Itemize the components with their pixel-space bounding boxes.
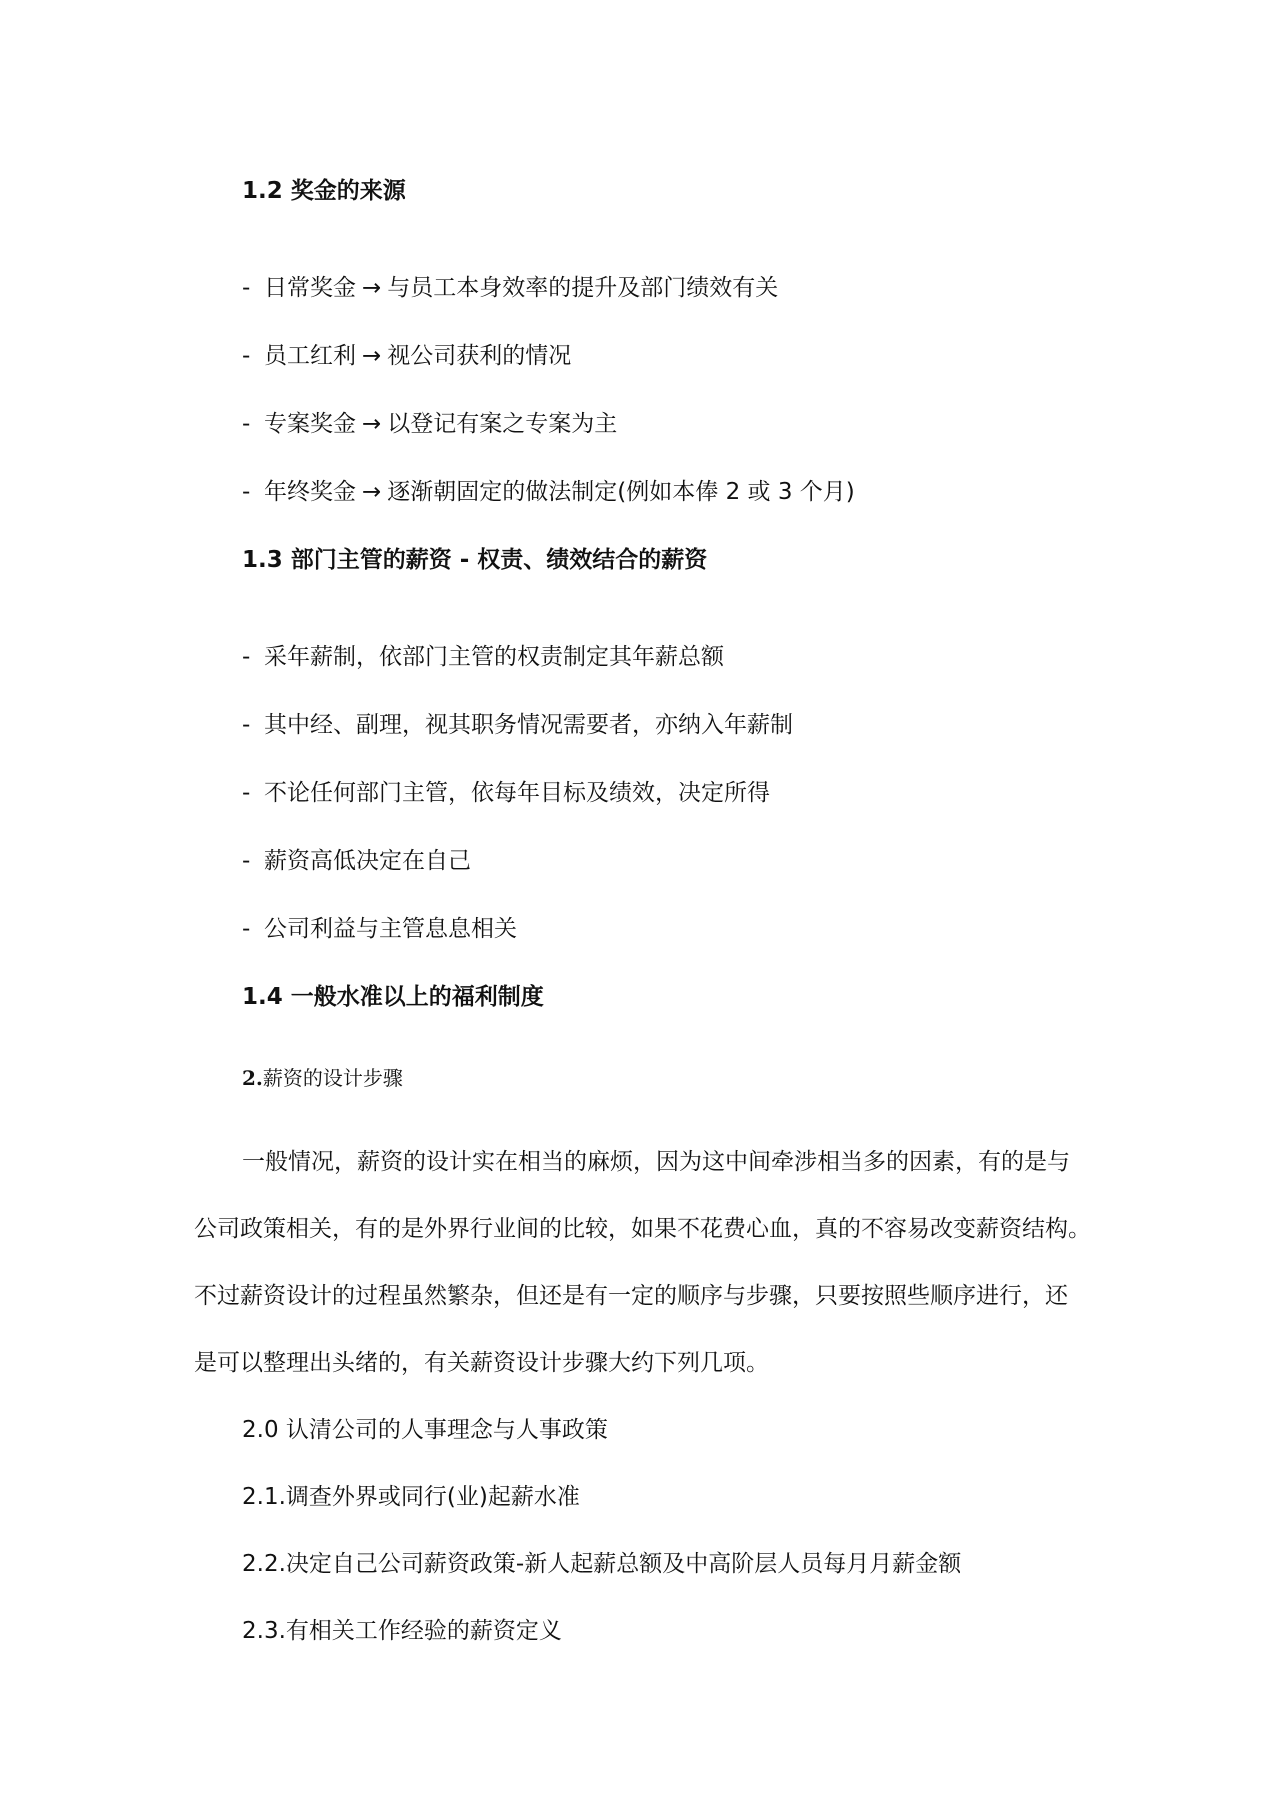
section-heading-2 xyxy=(242,1063,403,1093)
section-heading-1-2: 1.2 奖金的来源 xyxy=(242,178,406,204)
dash-icon: - xyxy=(242,780,251,806)
paragraph-line: 不过薪资设计的过程虽然繁杂，但还是有一定的顺序与步骤，只要按照些顺序进行，还 xyxy=(194,1283,1068,1309)
item-desc: 以登记有案之专案为主 xyxy=(387,411,618,437)
dash-icon: - xyxy=(242,479,251,505)
dash-icon: - xyxy=(242,916,251,942)
item-name: 年终奖金 xyxy=(264,479,356,505)
list-item xyxy=(242,710,793,740)
list-item xyxy=(242,341,571,371)
dash-icon: - xyxy=(242,275,251,301)
list-item xyxy=(242,846,471,876)
arrow-right-icon: → xyxy=(362,411,382,437)
heading-number: 2. xyxy=(242,1066,263,1090)
step-item: 2.1.调查外界或同行(业)起薪水准 xyxy=(242,1484,580,1510)
step-item: 2.0 认清公司的人事理念与人事政策 xyxy=(242,1417,608,1443)
section-heading-1-4: 1.4 一般水准以上的福利制度 xyxy=(242,984,544,1010)
arrow-right-icon: → xyxy=(362,479,382,505)
paragraph-line: 公司政策相关，有的是外界行业间的比较，如果不花费心血，真的不容易改变薪资结构。 xyxy=(194,1216,1091,1242)
item-desc: 逐渐朝固定的做法制定(例如本俸 2 或 3 个月) xyxy=(387,479,855,505)
dash-icon: - xyxy=(242,712,251,738)
list-item xyxy=(242,778,770,808)
item-name: 日常奖金 xyxy=(264,275,356,301)
heading-text: 薪资的设计步骤 xyxy=(262,1066,403,1090)
dash-icon: - xyxy=(242,343,251,369)
step-item: 2.3.有相关工作经验的薪资定义 xyxy=(242,1618,562,1644)
item-text: 公司利益与主管息息相关 xyxy=(264,916,517,942)
dash-icon: - xyxy=(242,848,251,874)
item-desc: 视公司获利的情况 xyxy=(387,343,572,369)
dash-icon: - xyxy=(242,644,251,670)
dash-icon: - xyxy=(242,411,251,437)
arrow-right-icon: → xyxy=(362,343,382,369)
list-item xyxy=(242,409,617,439)
list-item xyxy=(242,477,855,507)
paragraph-line: 一般情况，薪资的设计实在相当的麻烦，因为这中间牵涉相当多的因素，有的是与 xyxy=(242,1149,1070,1175)
item-text: 不论任何部门主管，依每年目标及绩效，决定所得 xyxy=(264,780,770,806)
step-item: 2.2.决定自己公司薪资政策-新人起薪总额及中高阶层人员每月月薪金额 xyxy=(242,1551,962,1577)
section-heading-1-3: 1.3 部门主管的薪资 - 权责、绩效结合的薪资 xyxy=(242,547,708,573)
list-item xyxy=(242,273,778,303)
item-text: 薪资高低决定在自己 xyxy=(264,848,471,874)
list-item xyxy=(242,914,517,944)
list-item xyxy=(242,642,724,672)
item-name: 专案奖金 xyxy=(264,411,356,437)
arrow-right-icon: → xyxy=(362,275,382,301)
paragraph-line: 是可以整理出头绪的，有关薪资设计步骤大约下列几项。 xyxy=(194,1350,769,1376)
item-desc: 与员工本身效率的提升及部门绩效有关 xyxy=(387,275,779,301)
item-name: 员工红利 xyxy=(264,343,356,369)
item-text: 其中经、副理，视其职务情况需要者，亦纳入年薪制 xyxy=(264,712,793,738)
item-text: 采年薪制，依部门主管的权责制定其年薪总额 xyxy=(264,644,724,670)
